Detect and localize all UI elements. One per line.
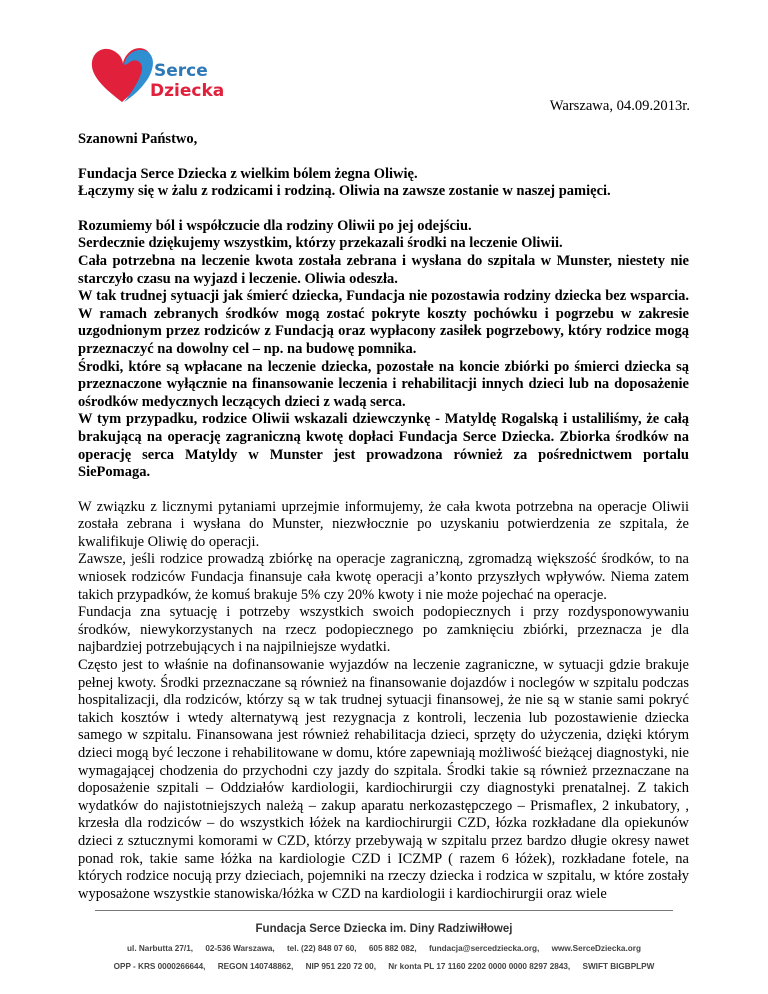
paragraph: Fundacja zna sytuację i potrzeby wszystkich swoich podopiecznych i przy rozdysponowywaniu środków, niewykorzystanych na rzecz podopiecznego po zamknięciu zbiórki, przeznacza je dla najbardziej potrzebujących i na najpilniejsze wydatki.: [78, 604, 689, 656]
footer-nip: NIP 951 220 72 00,: [305, 962, 376, 971]
heart-logo-icon: [88, 40, 228, 108]
logo: [88, 40, 228, 108]
footer-address: ul. Narbutta 27/1,: [127, 944, 194, 953]
bold-paragraph: W tak trudnej sytuacji jak śmierć dziecka, Fundacja nie pozostawia rodziny dziecka bez wsparcia. W ramach zebranych środków mogą zostać pokryte koszty pochówku i pogrzebu w zakresie uzgodnionym przez rodziców z Fundacją oraz wypłacony zasiłek pogrzebowy, który rodzice mogą przeznaczyć na dowolny cel – np. na budowę pomnika.: [78, 288, 689, 357]
footer-contact-row: [0, 944, 768, 953]
bold-paragraph: Serdecznie dziękujemy wszystkim, którzy przekazali środki na leczenie Oliwii.: [78, 235, 563, 252]
letter-body: [78, 131, 689, 903]
footer-mobile: 605 882 082,: [368, 944, 417, 953]
salutation: Szanowni Państwo,: [78, 131, 198, 147]
footer-swift: SWIFT BIGBPLPW: [582, 962, 655, 971]
footer-registry-row: [0, 962, 768, 971]
intro-line: Fundacja Serce Dziecka z wielkim bólem żegna Oliwię.: [78, 165, 418, 182]
footer-phone: tel. (22) 848 07 60,: [286, 944, 357, 953]
letter-date: Warszawa, 04.09.2013r.: [549, 98, 690, 114]
footer-title: Fundacja Serce Dziecka im. Diny Radziwiłłowej: [255, 923, 513, 935]
logo-text-dziecka: Dziecka: [150, 81, 225, 101]
footer-website-link[interactable]: www.SerceDziecka.org: [551, 944, 641, 953]
bold-paragraph: Cała potrzebna na leczenie kwota została zebrana i wysłana do szpitala w Munster, niestety nie starczyło czasu na wyjazd i leczenie. Oliwia odeszła.: [78, 252, 689, 287]
paragraph: W związku z licznymi pytaniami uprzejmie informujemy, że cała kwota potrzebna na operacje Oliwii została zebrana i wysłana do Munster, niezwłocznie po uzyskaniu potwierdzenia ze szpitala, że kwalifikuje Oliwię do operacji.: [78, 498, 689, 550]
footer-city: 02-536 Warszawa,: [205, 944, 275, 953]
intro-line: Łączymy się w żalu z rodzicami i rodziną. Oliwia na zawsze zostanie w naszej pamięci.: [78, 183, 611, 200]
logo-text-serce: Serce: [154, 61, 208, 81]
bold-paragraph: Środki, które są wpłacane na leczenie dziecka, pozostałe na koncie zbiórki po śmierci dziecka są przeznaczone wyłącznie na finansowanie leczenia i rehabilitacji innych dzieci lub na doposażenie ośrodków medycznych leczących dzieci z wadą serca.: [78, 358, 689, 410]
footer-email-link[interactable]: fundacja@sercedziecka.org,: [428, 944, 540, 953]
footer-krs: OPP - KRS 0000266644,: [113, 962, 206, 971]
paragraph: Zawsze, jeśli rodzice prowadzą zbiórkę na operacje zagraniczną, zgromadzą większość środków, to na wniosek rodziców Fundacja finansuje cała kwotę operacji a’konto przyszłych wpływów. Niema zatem takich przypadków, że komuś brakuje 5% czy 20% kwoty i nie może pojechać na operacje.: [78, 551, 689, 603]
footer-divider: [95, 910, 673, 911]
footer-regon: REGON 140748862,: [217, 962, 294, 971]
bold-paragraph: Rozumiemy ból i współczucie dla rodziny Oliwii po jej odejściu.: [78, 217, 472, 234]
bold-paragraph: W tym przypadku, rodzice Oliwii wskazali dziewczynkę - Matyldę Rogalską i ustaliliśmy, że całą brakującą na operację zagraniczną kwotę dopłaci Fundacja Serce Dziecka. Zbiorka środków na operację serca Matyldy w Munster jest prowadzona również za pośrednictwem portalu SiePomaga.: [78, 411, 689, 481]
footer-account: Nr konta PL 17 1160 2202 0000 0000 8297 2843,: [388, 962, 571, 971]
paragraph: Często jest to właśnie na dofinansowanie wyjazdów na leczenie zagraniczne, w sytuacji gdzie brakuje pełnej kwoty. Środki przeznaczane są również na finansowanie dojazdów i noclegów w szpitalu podczas hospitalizacji, dla rodziców, którzy są w tak trudnej sytuacji finansowej, że nie są w stanie sami pokryć takich kosztów i wtedy alternatywą jest rezygnacja z kontroli, leczenia lub pozostawienie dziecka samego w szpitalu. Finansowana jest również rehabilitacja dzieci, sprzęty do użyczenia, dzięki którym dzieci mogą być leczone i rehabilitowane w domu, które zapewniają możliwość bieżącej diagnostyki, nie wymagającej chodzenia do przychodni czy jazdy do szpitala. Środki takie są również przeznaczane na doposażenie szpitali – Oddziałów kardiologii, kardiochirurgii czy diagnostyki prenatalnej. Z takich wydatków do najistotniejszych należą – zakup aparatu nerkozastępczego – Prismaflex, 2 inkubatory, , krzesła dla rodziców – do wszystkich łóżek na kardiochirurgii CZD, łózka rozkładane dla opiekunów dzieci z sztucznymi komorami w CZD, którzy przebywają w szpitalu przez bardzo długie okresy nawet ponad rok, takie same łóżka na kardiologie CZD i ICZMP ( razem 6 łóżek), rozkładane fotele, na których rodzice nocują przy dzieciach, pojemniki na rzeczy dziecka i rodzica w szpitalu, w które zostały wyposażone wszystkie stanowiska/łóżka w CZD na kardiologii i kardiochirurgii oraz wiele: [78, 657, 689, 902]
